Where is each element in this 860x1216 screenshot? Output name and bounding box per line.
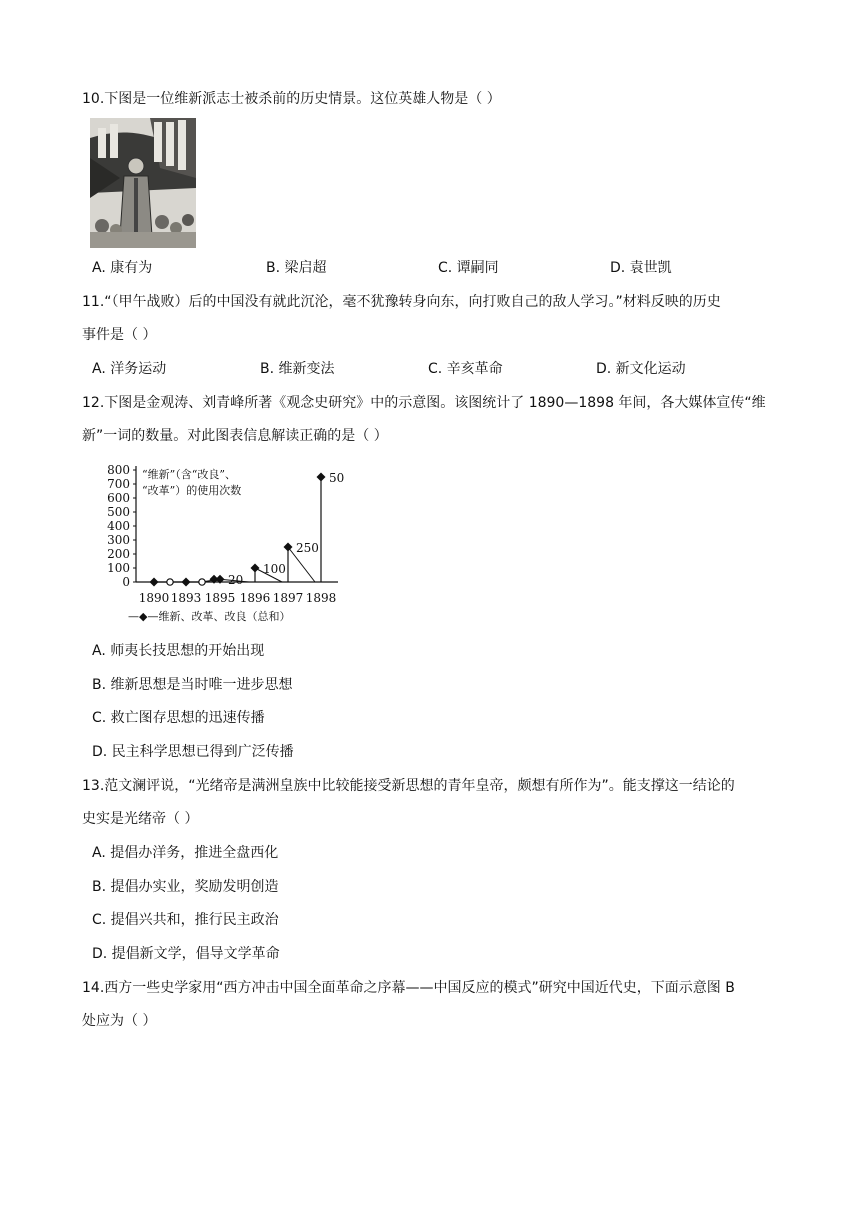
- q12-option-b[interactable]: B. 维新思想是当时唯一进步思想: [92, 677, 293, 693]
- q12-stem-line1: 12.下图是金观涛、刘青峰所著《观念史研究》中的示意图。该图统计了 1890—1898 年间，各大媒体宣传“维: [82, 395, 766, 411]
- q10-option-d[interactable]: D. 袁世凯: [610, 260, 672, 276]
- y-tick-label: 600: [107, 491, 130, 505]
- y-tick-label: 100: [107, 561, 130, 575]
- execution-scene-illustration: [90, 118, 196, 248]
- x-tick-label: 1897: [272, 591, 304, 605]
- y-tick-label: 300: [107, 533, 130, 547]
- chart-title-line1: “维新”（含“改良”、: [142, 468, 236, 481]
- q12-option-a[interactable]: A. 师夷长技思想的开始出现: [92, 643, 265, 659]
- x-tick-label: 1898: [305, 591, 337, 605]
- y-tick-label: 500: [107, 505, 130, 519]
- q12-stem-line2: 新”一词的数量。对此图表信息解读正确的是（ ）: [82, 428, 388, 444]
- x-tick-label: 1895: [204, 591, 236, 605]
- q14-stem-line2: 处应为（ ）: [82, 1013, 157, 1029]
- q11-stem-line1: 11.“（甲午战败）后的中国没有就此沉沦，毫不犹豫转身向东，向打败自己的敌人学习。”材料反映的历史: [82, 294, 721, 310]
- q13-option-c[interactable]: C. 提倡兴共和，推行民主政治: [92, 912, 279, 928]
- q10-options: [92, 258, 792, 278]
- data-label: 100: [263, 562, 286, 576]
- series-point-diamond: [284, 543, 293, 552]
- series-point-diamond: [182, 578, 191, 587]
- chart-title-line2: “改革”）的使用次数: [142, 484, 242, 497]
- x-tick-label: 1893: [170, 591, 202, 605]
- q11-options: [92, 359, 792, 379]
- data-label: 20: [228, 573, 244, 588]
- q11-option-b[interactable]: B. 维新变法: [260, 361, 335, 377]
- series-point-diamond: [317, 473, 326, 482]
- y-tick-label: 0: [122, 575, 130, 589]
- y-tick-label: 700: [107, 477, 130, 491]
- chart-legend: —◆—维新、改革、改良（总和）: [128, 610, 291, 623]
- q14-stem-line1: 14.西方一些史学家用“西方冲击中国全面革命之序幕——中国反应的模式”研究中国近代史，下面示意图 B: [82, 980, 735, 996]
- usage-count-chart: [92, 462, 352, 630]
- data-label: 250: [296, 541, 319, 555]
- q10-option-a[interactable]: A. 康有为: [92, 260, 153, 276]
- series-point-diamond: [150, 578, 159, 587]
- series-point-diamond: [251, 564, 260, 573]
- y-tick-label: 400: [107, 519, 130, 533]
- q11-option-a[interactable]: A. 洋务运动: [92, 361, 167, 377]
- q11-option-d[interactable]: D. 新文化运动: [596, 361, 686, 377]
- q10-option-c[interactable]: C. 谭嗣同: [438, 260, 499, 276]
- x-tick-label: 1896: [239, 591, 271, 605]
- series-point-circle: [199, 579, 205, 585]
- q13-stem-line2: 史实是光绪帝（ ）: [82, 811, 199, 827]
- series-point-circle: [167, 579, 173, 585]
- x-tick-label: 1890: [138, 591, 170, 605]
- y-tick-label: 800: [107, 463, 130, 477]
- q12-option-d[interactable]: D. 民主科学思想已得到广泛传播: [92, 744, 294, 760]
- q11-option-c[interactable]: C. 辛亥革命: [428, 361, 503, 377]
- q13-option-b[interactable]: B. 提倡办实业，奖励发明创造: [92, 879, 279, 895]
- q13-option-a[interactable]: A. 提倡办洋务，推进全盘西化: [92, 845, 279, 861]
- q13-stem-line1: 13.范文澜评说，“光绪帝是满洲皇族中比较能接受新思想的青年皇帝，颇想有所作为”。能支撑这一结论的: [82, 778, 735, 794]
- q11-stem-line2: 事件是（ ）: [82, 327, 157, 343]
- q10-option-b[interactable]: B. 梁启超: [266, 260, 327, 276]
- y-tick-label: 200: [107, 547, 130, 561]
- q10-stem: 10.下图是一位维新派志士被杀前的历史情景。这位英雄人物是（ ）: [82, 91, 501, 107]
- q13-option-d[interactable]: D. 提倡新文学，倡导文学革命: [92, 946, 280, 962]
- q12-option-c[interactable]: C. 救亡图存思想的迅速传播: [92, 710, 265, 726]
- data-label: 50: [329, 471, 345, 485]
